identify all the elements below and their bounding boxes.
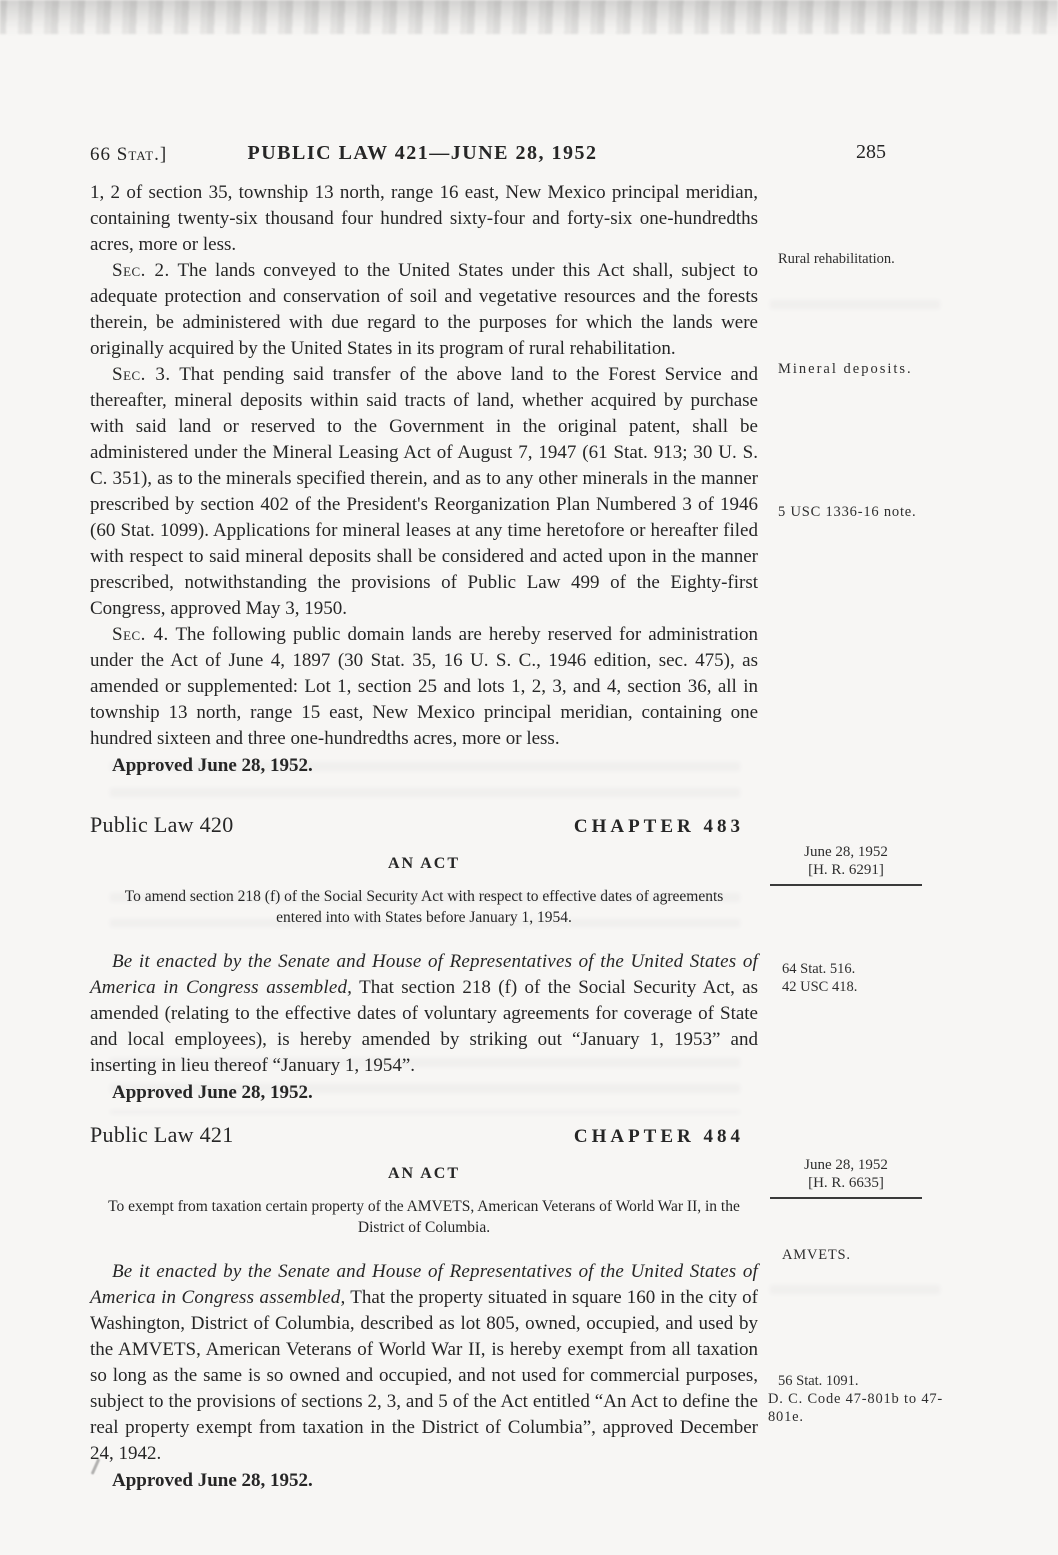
an-act-heading: AN ACT xyxy=(387,1165,460,1182)
chapter-heading: CHAPTER 483 xyxy=(573,816,744,837)
section-2-label: Sec. 2. xyxy=(112,260,170,281)
section-4-text: The following public domain lands are hereby reserved for administration under the Act of June 4, 1897 (30 Stat. 35, 16 U. S. C., 1946 edition, sec. 475), as amended or supplemented: Lot 1, section 25 and lots 1, 2, 3, and 4, section 36, all in township 13 north, range 15 east, New Mexico principal meridian, containing one hundred sixteen and three one-hundredths acres, more or less. xyxy=(90,624,758,749)
section-4-label: Sec. 4. xyxy=(112,624,169,645)
enacting-clause-italic: Be it enacted by the Senate and House of Representatives of the United States of America in Congress assembled, xyxy=(90,1261,758,1308)
enacting-paragraph xyxy=(90,1259,758,1467)
enacting-text: That the property situated in square 160 in the city of Washington, District of Columbia, described as lot 805, owned, occupied, and used by the AMVETS, American Veterans of World War II, is hereby exempt from all taxation so long as the same is so owned and occupied, and not used for commercial purposes, subject to the provisions of sections 2, 3, and 5 of the Act entitled “An Act to define the real property exempt from taxation in the District of Columbia”, approved December 24, 1942. xyxy=(90,1287,758,1464)
act-title: To exempt from taxation certain property of the AMVETS, American Veterans of World War II, in the District of Columbia. xyxy=(108,1198,740,1236)
enacting-text: That section 218 (f) of the Social Security Act, as amended (relating to the effective dates of voluntary agreements for coverage of State and local employees), is hereby amended by striking out “January 1, 1953” and inserting in lieu thereof “January 1, 1954”. xyxy=(90,977,758,1076)
law-heading-row xyxy=(90,812,758,840)
section-3-text: That pending said transfer of the above land to the Forest Service and thereafter, mineral deposits within said tracts of land, whether acquired by purchase with said land or reserved to the Government in the original patent, shall be administered under the Mineral Leasing Act of August 7, 1947 (61 Stat. 913; 30 U. S. C. 351), as to the minerals specified therein, and as to any other minerals in the manner prescribed by section 402 of the President's Reorganization Plan Numbered 3 of 1946 (60 Stat. 1099). Applications for mineral leases at any time heretofore or hereafter filed with respect to said mineral deposits shall be considered and acted upon in the manner prescribed, notwithstanding the provisions of Public Law 499 of the Eighty-first Congress, approved May 3, 1950. xyxy=(90,364,758,619)
running-title: PUBLIC LAW 421—JUNE 28, 1952 xyxy=(247,142,598,164)
margin-note-rural-rehabilitation: Rural rehabilitation. xyxy=(778,251,895,267)
scan-edge-noise xyxy=(0,0,1058,34)
bleed-through-artifact xyxy=(770,300,940,326)
section-3-label: Sec. 3. xyxy=(112,364,171,385)
margin-date: June 28, 1952 xyxy=(804,844,888,860)
act-title: To amend section 218 (f) of the Social Security Act with respect to effective dates of agreements entered into with States before January 1, 1954. xyxy=(124,888,724,926)
section-2-paragraph xyxy=(90,258,758,362)
volume-stat-label: 66 Stat.] xyxy=(90,144,168,165)
chapter-heading: CHAPTER 484 xyxy=(573,1126,744,1147)
margin-bill-number: [H. R. 6635] xyxy=(808,1175,884,1191)
margin-bill-number: [H. R. 6291] xyxy=(808,862,884,878)
law-heading-row xyxy=(90,1122,758,1150)
margin-note-amvets: AMVETS. xyxy=(782,1247,851,1263)
margin-note-mineral-deposits: Mineral deposits. xyxy=(778,361,913,377)
margin-note-date-bill-421 xyxy=(770,1156,922,1199)
margin-note-stat-code-421 xyxy=(768,1372,946,1426)
act-continuation-body xyxy=(90,180,758,779)
margin-dc-code-citation: D. C. Code 47-801b to 47-801e. xyxy=(768,1391,944,1425)
margin-date: June 28, 1952 xyxy=(804,1157,888,1173)
margin-stat-citation: 56 Stat. 1091. xyxy=(778,1373,859,1389)
law-number-heading: Public Law 420 xyxy=(90,812,234,837)
an-act-heading: AN ACT xyxy=(387,855,460,872)
land-description-paragraph: 1, 2 of section 35, township 13 north, range 16 east, New Mexico principal meridian, containing twenty-six thousand four hundred sixty-four and forty-six one-hundredths acres, more or less. xyxy=(90,182,758,255)
margin-stat-citation: 64 Stat. 516. xyxy=(782,961,856,977)
enacting-paragraph xyxy=(90,949,758,1079)
law-number-heading: Public Law 421 xyxy=(90,1122,234,1147)
section-4-paragraph xyxy=(90,622,758,752)
approved-line: Approved June 28, 1952. xyxy=(112,1082,313,1103)
section-3-paragraph xyxy=(90,362,758,622)
public-law-421-block xyxy=(90,1122,758,1494)
approved-line: Approved June 28, 1952. xyxy=(112,1470,313,1491)
approved-line: Approved June 28, 1952. xyxy=(112,755,313,776)
margin-usc-citation: 42 USC 418. xyxy=(782,979,858,995)
margin-note-usc-citation: 5 USC 1336-16 note. xyxy=(778,504,917,520)
section-2-text: The lands conveyed to the United States under this Act shall, subject to adequate protection and conservation of soil and vegetative resources and the forests therein, be administered with due regard to the purposes for which the lands were originally acquired by the United States in its program of rural rehabilitation. xyxy=(90,260,758,359)
margin-note-stat-usc-420 xyxy=(772,960,942,996)
bleed-through-artifact xyxy=(770,1285,940,1305)
enacting-clause-italic: Be it enacted by the Senate and House of Representatives of the United States of America in Congress assembled, xyxy=(90,951,758,998)
margin-note-date-bill-420 xyxy=(770,843,922,886)
public-law-420-block xyxy=(90,812,758,1106)
page-number: 285 xyxy=(856,141,886,163)
